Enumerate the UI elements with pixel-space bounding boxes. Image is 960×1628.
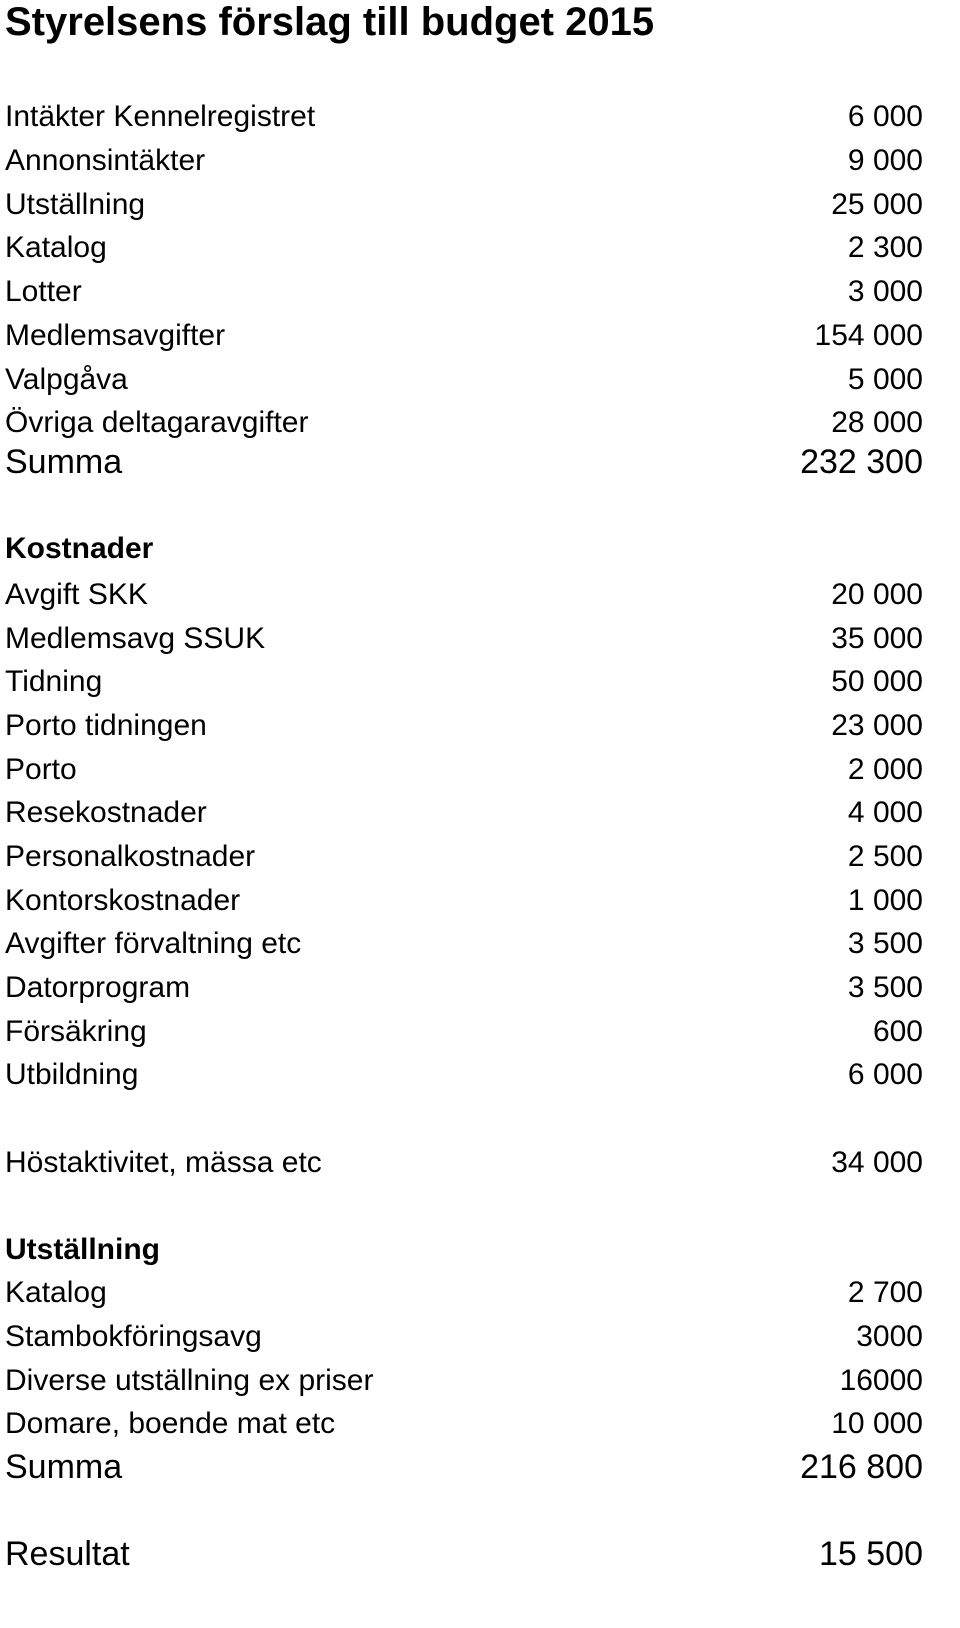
row-value: 3 500 [847,971,923,1004]
row-label: Porto tidningen [5,709,207,742]
income-row [5,272,923,312]
page-title: Styrelsens förslag till budget 2015 [5,0,655,44]
row-value: 2 500 [847,840,923,873]
row-label: Försäkring [5,1015,147,1048]
cost-row [5,619,923,659]
cost-row [5,706,923,746]
cost-row [5,837,923,877]
result-value: 15 500 [819,1534,923,1573]
row-label: Katalog [5,231,107,264]
cost-row [5,662,923,702]
result-row [5,1534,923,1574]
exhibition-row [5,1273,923,1313]
cost-row [5,793,923,833]
row-label: Datorprogram [5,971,191,1004]
row-value: 10 000 [831,1407,923,1440]
income-row [5,97,923,137]
row-label: Medlemsavgifter [5,319,226,352]
row-value: 35 000 [831,622,923,655]
row-label: Övriga deltagaravgifter [5,406,309,439]
row-label: Valpgåva [5,363,128,396]
row-value: 2 700 [847,1276,923,1309]
row-label: Medlemsavg SSUK [5,622,266,655]
row-value: 154 000 [814,319,923,352]
row-label: Kontorskostnader [5,884,241,917]
row-value: 6 000 [847,100,923,133]
costs-heading: Kostnader [5,532,154,565]
row-value: 34 000 [831,1146,923,1179]
row-label: Katalog [5,1276,107,1309]
row-value: 600 [872,1015,923,1048]
row-value: 6 000 [847,1058,923,1091]
row-value: 28 000 [831,406,923,439]
row-value: 50 000 [831,665,923,698]
row-label: Domare, boende mat etc [5,1407,336,1440]
cost-row [5,881,923,921]
row-value: 20 000 [831,578,923,611]
row-label: Intäkter Kennelregistret [5,100,316,133]
row-label: Annonsintäkter [5,144,206,177]
row-label: Avgifter förvaltning etc [5,927,302,960]
row-value: 9 000 [847,144,923,177]
row-value: 23 000 [831,709,923,742]
cost-row [5,575,923,615]
costs-total-row [5,1447,923,1487]
row-label: Lotter [5,275,82,308]
row-value: 3 500 [847,927,923,960]
row-label: Diverse utställning ex priser [5,1364,374,1397]
row-value: 2 000 [847,753,923,786]
cost-row [5,750,923,790]
exhibition-row [5,1361,923,1401]
row-value: 4 000 [847,796,923,829]
row-label: Utställning [5,188,146,221]
cost-row [5,924,923,964]
total-label: Summa [5,442,123,481]
income-total-row [5,442,923,482]
cost-row [5,968,923,1008]
total-label: Summa [5,1447,123,1486]
exhibition-row [5,1404,923,1444]
result-label: Resultat [5,1534,130,1573]
total-value: 216 800 [800,1447,923,1486]
exhibition-row [5,1317,923,1357]
row-label: Höstaktivitet, mässa etc [5,1146,322,1179]
row-label: Avgift SKK [5,578,148,611]
row-value: 3000 [856,1320,923,1353]
row-label: Stambokföringsavg [5,1320,262,1353]
total-value: 232 300 [800,442,923,481]
income-row [5,141,923,181]
income-row [5,185,923,225]
row-label: Personalkostnader [5,840,256,873]
income-row [5,360,923,400]
row-value: 1 000 [847,884,923,917]
row-label: Utbildning [5,1058,139,1091]
cost-row [5,1012,923,1052]
row-label: Tidning [5,665,103,698]
row-value: 25 000 [831,188,923,221]
row-value: 2 300 [847,231,923,264]
row-label: Resekostnader [5,796,207,829]
income-row [5,228,923,268]
row-value: 3 000 [847,275,923,308]
autumn-activity-row [5,1143,923,1183]
income-row [5,316,923,356]
cost-row [5,1055,923,1095]
income-row [5,403,923,443]
exhibition-heading: Utställning [5,1233,160,1266]
row-value: 16000 [839,1364,923,1397]
row-label: Porto [5,753,77,786]
row-value: 5 000 [847,363,923,396]
